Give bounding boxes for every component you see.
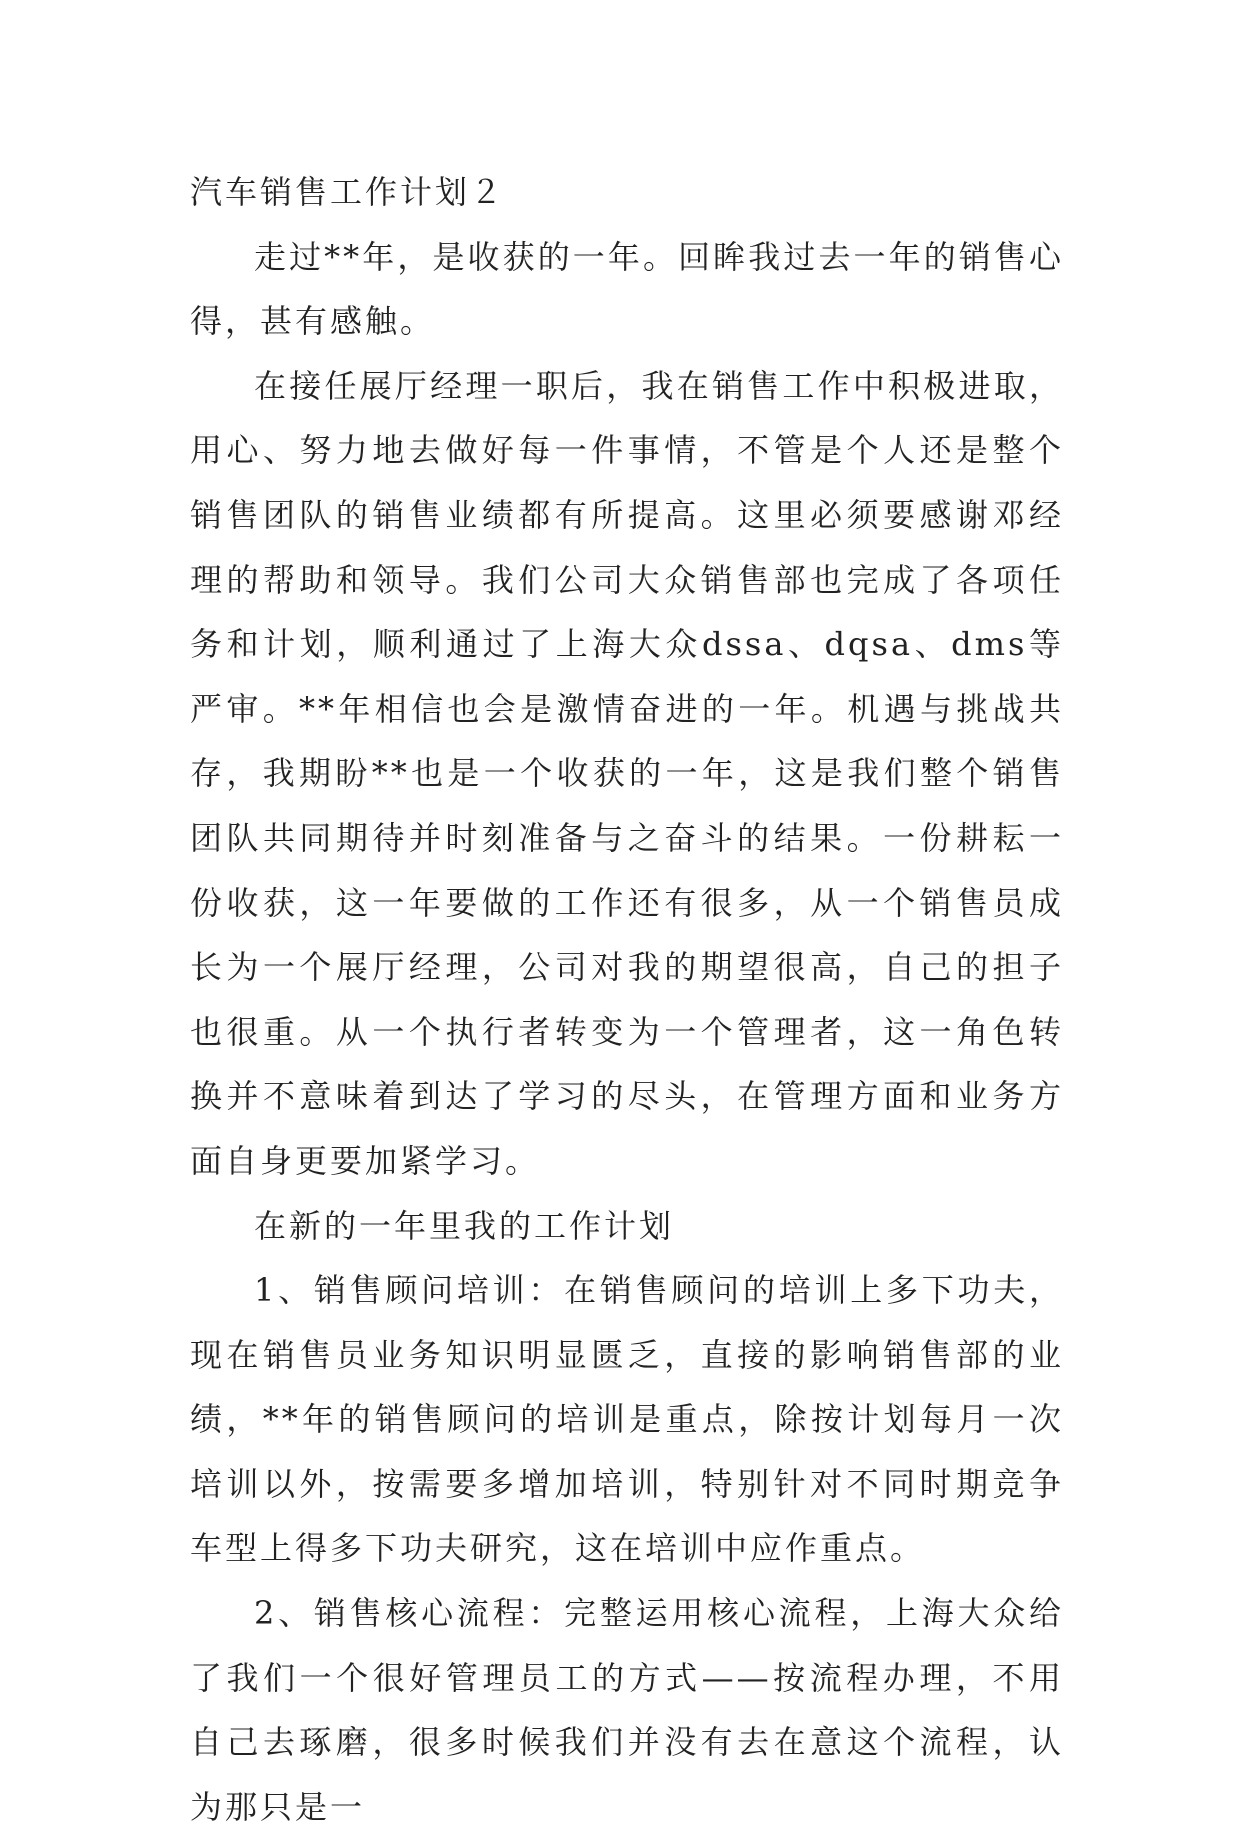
paragraph-review: 在接任展厅经理一职后，我在销售工作中积极进取，用心、努力地去做好每一件事情，不管是个人还是整个销售团队的销售业绩都有所提高。这里必须要感谢邓经理的帮助和领导。我们公司大众销售部也完成了各项任务和计划，顺利通过了上海大众dssa、dqsa、dms等严审。**年相信也会是激情奋进的一年。机遇与挑战共存，我期盼**也是一个收获的一年，这是我们整个销售团队共同期待并时刻准备与之奋斗的结果。一份耕耘一份收获，这一年要做的工作还有很多，从一个销售员成长为一个展厅经理，公司对我的期望很高，自己的担子也很重。从一个执行者转变为一个管理者，这一角色转换并不意味着到达了学习的尽头，在管理方面和业务方面自身更要加紧学习。 xyxy=(190,366,1064,1180)
document-title: 汽车销售工作计划２ xyxy=(190,173,506,211)
paragraph-plan-item-1: 1、销售顾问培训：在销售顾问的培训上多下功夫，现在销售员业务知识明显匮乏，直接的影响销售部的业绩，**年的销售顾问的培训是重点，除按计划每月一次培训以外，按需要多增加培训，特别针对不同时期竞争车型上得多下功夫研究，这在培训中应作重点。 xyxy=(190,1271,1064,1568)
document-body xyxy=(190,160,1064,1839)
paragraph-intro: 走过**年，是收获的一年。回眸我过去一年的销售心得，甚有感触。 xyxy=(190,237,1064,341)
paragraph-plan-item-2: 2、销售核心流程：完整运用核心流程，上海大众给了我们一个很好管理员工的方式——按流程办理，不用自己去琢磨，很多时候我们并没有去在意这个流程，认为那只是一 xyxy=(190,1594,1064,1826)
paragraph-plan-heading: 在新的一年里我的工作计划 xyxy=(254,1206,675,1245)
